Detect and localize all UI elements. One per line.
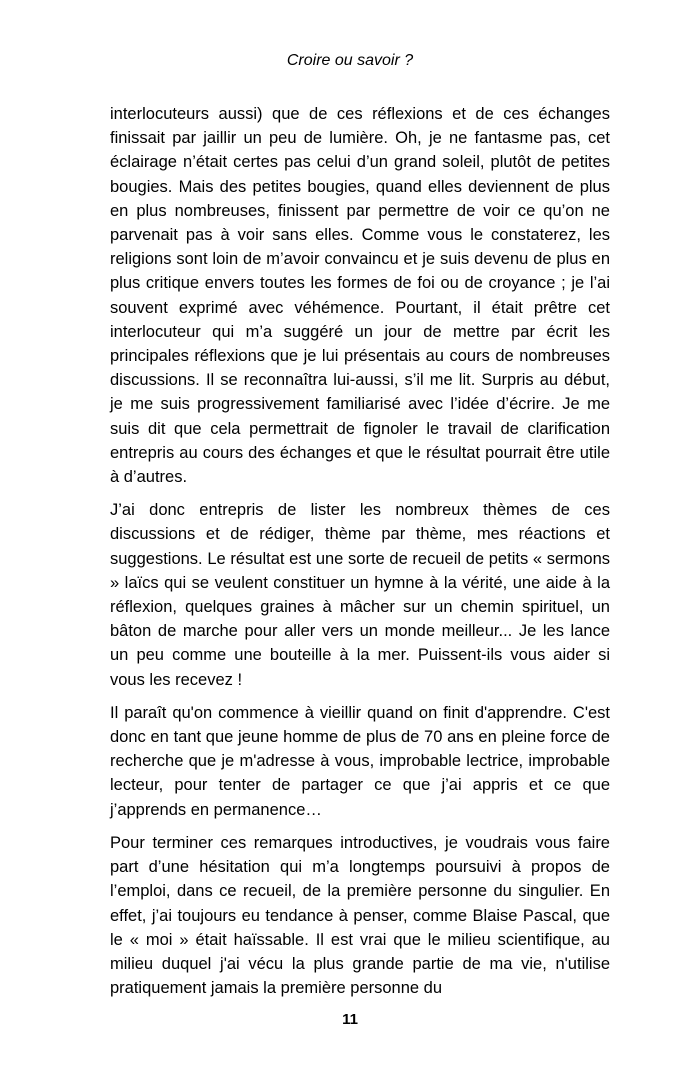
running-header-title: Croire ou savoir ? xyxy=(286,52,414,69)
body-text xyxy=(110,102,610,1009)
paragraph: Pour terminer ces remarques introductives, je voudrais vous faire part d’une hésitation qui m’a longtemps poursuivi à propos de l’emploi, dans ce recueil, de la première personne du singulier. En effet, j’ai toujours eu tendance à penser, comme Blaise Pascal, que le « moi » était haïssable. Il est vrai que le milieu scientifique, au milieu duquel j'ai vécu la plus grande partie de ma vie, n'utilise pratiquement jamais la première personne du xyxy=(110,833,610,998)
paragraph: Il paraît qu'on commence à vieillir quand on finit d'apprendre. C'est donc en tant que jeune homme de plus de 70 ans en pleine force de recherche que je m'adresse à vous, improbable lectrice, improbable lecteur, pour tenter de partager ce que j’ai appris et ce que j’apprends en permanence… xyxy=(110,703,610,819)
paragraph: J’ai donc entrepris de lister les nombreux thèmes de ces discussions et de rédiger, thème par thème, mes réactions et suggestions. Le résultat est une sorte de recueil de petits « sermons » laïcs qui se veulent constituer un hymne à la vérité, une aide à la réflexion, quelques graines à mâcher sur un chemin spirituel, un bâton de marche pour aller vers un monde meilleur... Je les lance un peu comme une bouteille à la mer. Puissent-ils vous aider si vous les recevez ! xyxy=(110,501,610,689)
page-number: 11 xyxy=(342,1011,358,1028)
paragraph: interlocuteurs aussi) que de ces réflexions et de ces échanges finissait par jaillir un peu de lumière. Oh, je ne fantasme pas, cet éclairage n’était certes pas celui d’un grand soleil, plutôt de petites bougies. Mais des petites bougies, quand elles deviennent de plus en plus nombreuses, finissent par permettre de voir ce qu’on ne parvenait pas à voir sans elles. Comme vous le constaterez, les religions sont loin de m’avoir convaincu et je suis devenu de plus en plus critique envers toutes les formes de foi ou de croyance ; je l’ai souvent exprimé avec véhémence. Pourtant, il était prêtre cet interlocuteur qui m’a suggéré un jour de mettre par écrit les principales réflexions que je lui présentais au cours de nombreuses discussions. Il se reconnaîtra lui-aussi, s’il me lit. Surpris au début, je me suis progressivement familiarisé avec l’idée d’écrire. Je me suis dit que cela permettrait de fignoler le travail de clarification entrepris au cours des échanges et que le résultat pourrait être utile à d’autres. xyxy=(110,105,610,487)
